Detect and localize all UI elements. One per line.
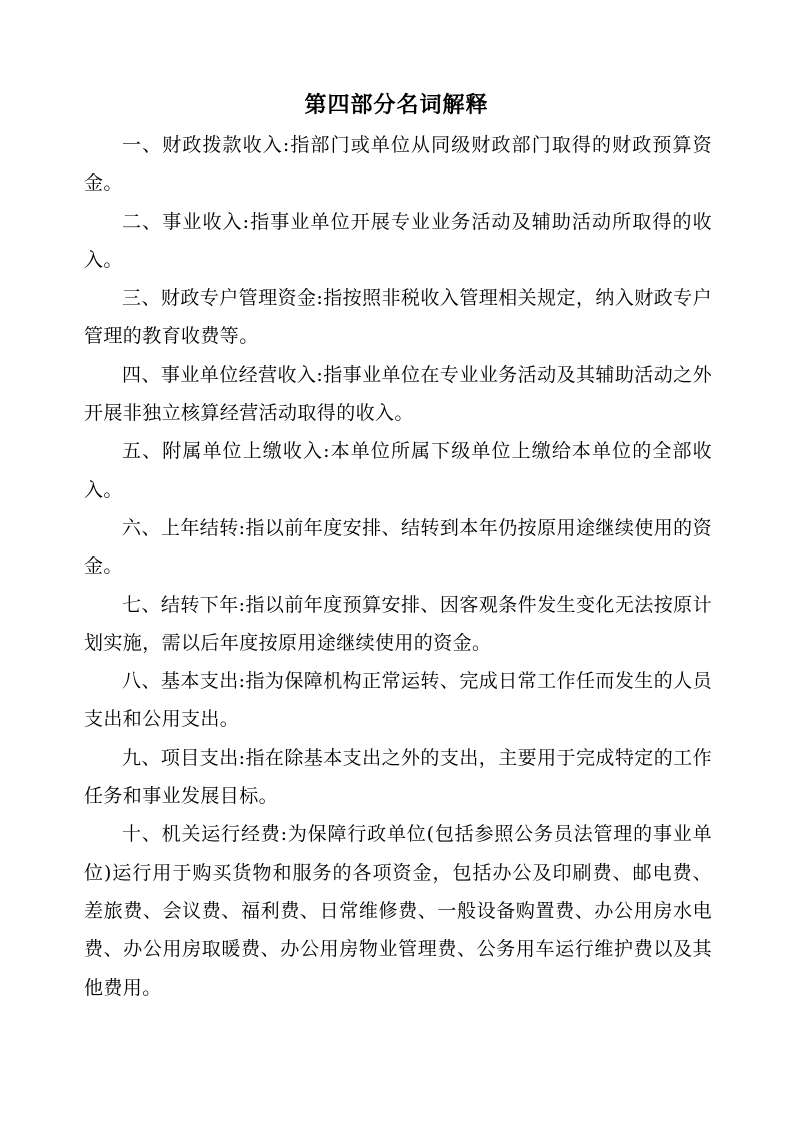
definition-paragraph: 五、附属单位上缴收入:本单位所属下级单位上缴给本单位的全部收入。 <box>84 440 712 501</box>
definition-paragraph: 二、事业收入:指事业单位开展专业业务活动及辅助活动所取得的收入。 <box>84 210 712 271</box>
definition-paragraph: 六、上年结转:指以前年度安排、结转到本年仍按原用途继续使用的资金。 <box>84 516 712 578</box>
document-body <box>84 126 712 1007</box>
definition-paragraph: 三、财政专户管理资金:指按照非税收入管理相关规定，纳入财政专户管理的教育收费等。 <box>84 287 712 348</box>
definition-paragraph: 一、财政拨款收入:指部门或单位从同级财政部门取得的财政预算资金。 <box>84 134 712 195</box>
definition-paragraph: 十、机关运行经费:为保障行政单位(包括参照公务员法管理的事业单位)运行用于购买货物和服务的各项资金，包括办公及印刷费、邮电费、差旅费、会议费、福利费、日常维修费、一般设备购置费、办公用房水电费、办公用房取暖费、办公用房物业管理费、公务用车运行维护费以及其他费用。 <box>84 823 712 999</box>
definition-paragraph: 八、基本支出:指为保障机构正常运转、完成日常工作任而发生的人员支出和公用支出。 <box>84 670 712 731</box>
definition-paragraph: 九、项目支出:指在除基本支出之外的支出，主要用于完成特定的工作任务和事业发展目标。 <box>84 746 712 808</box>
definition-paragraph: 四、事业单位经营收入:指事业单位在专业业务活动及其辅助活动之外开展非独立核算经营活动取得的收入。 <box>84 363 712 425</box>
definition-paragraph: 七、结转下年:指以前年度预算安排、因客观条件发生变化无法按原计划实施，需以后年度按原用途继续使用的资金。 <box>84 593 712 654</box>
page-title: 第四部分名词解释 <box>304 92 489 118</box>
